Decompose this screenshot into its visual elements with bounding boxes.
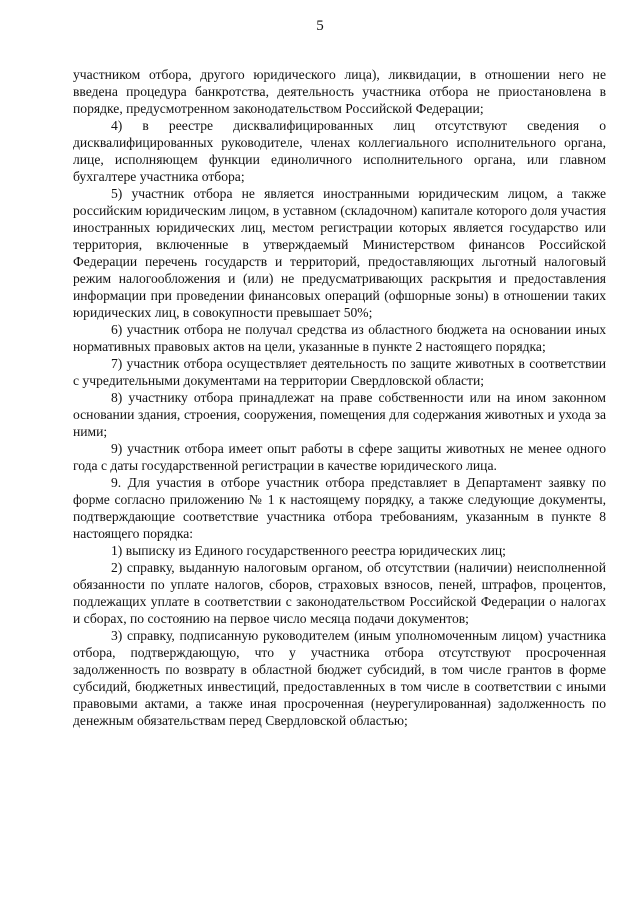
paragraph-clause-9: 9. Для участия в отборе участник отбора представляет в Департамент заявку по форме согласно приложению № 1 к настоящему порядку, а также следующие документы, подтверждающие соответствие участника отбора требованиям, указанным в пункте 8 настоящего порядка: bbox=[73, 475, 606, 541]
paragraph-item-5: 5) участник отбора не является иностранными юридическим лицом, а также российским юридическим лицом, в уставном (складочном) капитале которого доля участия иностранных юридических лиц, местом регистрации которых является государство или территория, включенные в утверждаемый Министерством финансов Российской Федерации перечень государств и территорий, предоставляющих льготный налоговый режим налогообложения и (или) не предусматривающих раскрытия и предоставления информации при проведении финансовых операций (офшорные зоны) в отношении таких юридических лиц, в совокупности превышает 50%; bbox=[73, 186, 606, 320]
paragraph-item-9: 9) участник отбора имеет опыт работы в сфере защиты животных не менее одного года с даты государственной регистрации в качестве юридического лица. bbox=[73, 441, 606, 473]
page-number: 5 bbox=[316, 18, 324, 34]
document-body bbox=[73, 66, 606, 729]
paragraph-item-6: 6) участник отбора не получал средства из областного бюджета на основании иных нормативных правовых актов на цели, указанные в пункте 2 настоящего порядка; bbox=[73, 322, 606, 354]
paragraph-doc-2: 2) справку, выданную налоговым органом, об отсутствии (наличии) неисполненной обязанности по уплате налогов, сборов, страховых взносов, пеней, штрафов, процентов, подлежащих уплате в соответствии с законодательством Российской Федерации о налогах и сборах, по состоянию на первое число месяца подачи документов; bbox=[73, 560, 606, 626]
paragraph-item-7: 7) участник отбора осуществляет деятельность по защите животных в соответствии с учредительными документами на территории Свердловской области; bbox=[73, 356, 606, 388]
paragraph-item-8: 8) участнику отбора принадлежат на праве собственности или на ином законном основании здания, строения, сооружения, помещения для содержания животных и ухода за ними; bbox=[73, 390, 606, 439]
paragraph-item-4: 4) в реестре дисквалифицированных лиц отсутствуют сведения о дисквалифицированных руководителе, членах коллегиального исполнительного органа, лице, исполняющем функции единоличного исполнительного органа, или главном бухгалтере участника отбора; bbox=[73, 118, 606, 184]
paragraph-continuation: участником отбора, другого юридического лица), ликвидации, в отношении него не введена процедура банкротства, деятельность участника отбора не приостановлена в порядке, предусмотренном законодательством Российской Федерации; bbox=[73, 67, 606, 116]
paragraph-doc-1: 1) выписку из Единого государственного реестра юридических лиц; bbox=[111, 543, 506, 558]
paragraph-doc-3: 3) справку, подписанную руководителем (иным уполномоченным лицом) участника отбора, подтверждающую, что у участника отбора отсутствуют просроченная задолженность по возврату в областной бюджет субсидий, в том числе грантов в форме субсидий, бюджетных инвестиций, предоставленных в том числе в соответствии с иными правовыми актами, а также иная просроченная (неурегулированная) задолженность по денежным обязательствам перед Свердловской областью; bbox=[73, 628, 606, 728]
